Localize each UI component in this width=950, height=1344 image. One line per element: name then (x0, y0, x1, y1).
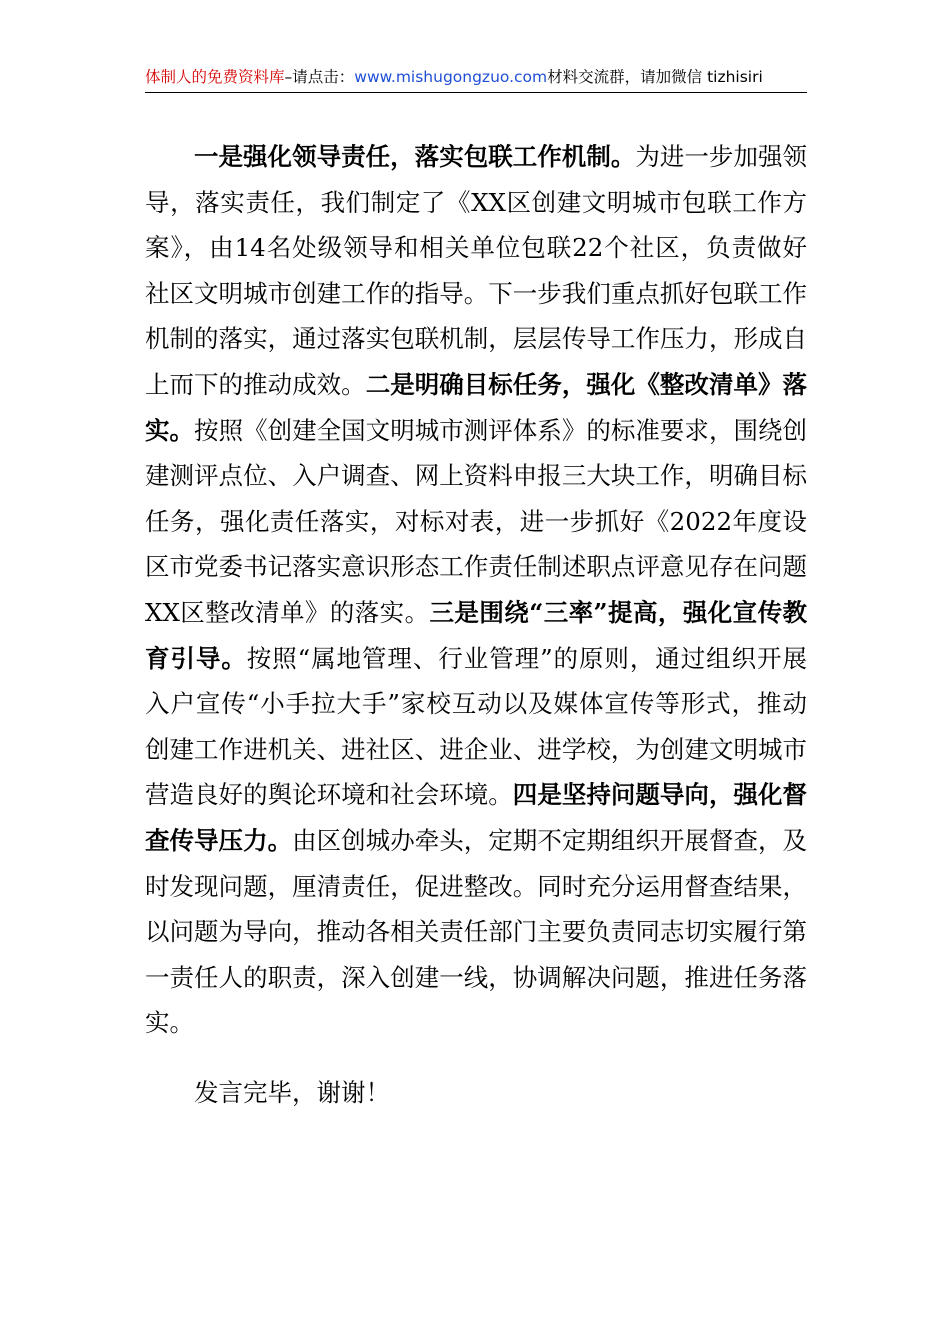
point-3-text: 按照“属地管理、行业管理”的原则，通过组织开展入户宣传“小手拉大手”家校互动以及媒体宣传等形式，推动创建工作进机关、进社区、进企业、进学校，为创建文明城市营造良好的舆论环境和社会环境。 (145, 643, 807, 810)
header-suffix: 材料交流群，请加微信 tizhisiri (547, 68, 763, 86)
header-prompt: –请点击： (284, 68, 355, 86)
point-4-text: 由区创城办牵头，定期不定期组织开展督查，及时发现问题，厘清责任，促进整改。同时充分运用督查结果，以问题为导向，推动各相关责任部门主要负责同志切实履行第一责任人的职责，深入创建一线，协调解决问题，推进任务落实。 (145, 825, 808, 1038)
point-1-text: 为进一步加强领导，落实责任，我们制定了《XX区创建文明城市包联工作方案》，由14名处级领导和相关单位包联22个社区，负责做好社区文明城市创建工作的指导。下一步我们重点抓好包联工作机制的落实，通过落实包联机制，层层传导工作压力，形成自上而下的推动成效。 (145, 142, 807, 399)
point-4-heading: 四是坚持问题导向，强化督查传导压力。 (145, 780, 808, 855)
point-2-heading: 二是明确目标任务，强化《整改清单》落实。 (145, 369, 808, 445)
header-divider (145, 92, 807, 93)
point-1-heading: 一是强化领导责任，落实包联工作机制。 (194, 142, 636, 171)
body-paragraph (145, 134, 807, 1046)
point-2-text: 按照《创建全国文明城市测评体系》的标准要求，围绕创建测评点位、入户调查、网上资料申报三大块工作，明确目标任务，强化责任落实，对标对表，进一步抓好《2022年度设区市党委书记落实意识形态工作责任制述职点评意见存在问题XX区整改清单》的落实。 (145, 415, 808, 627)
page-header (145, 66, 807, 88)
header-site-name: 体制人的免费资料库 (145, 68, 285, 86)
closing-line: 发言完毕，谢谢！ (194, 1078, 390, 1107)
point-3-heading: 三是围绕“三率”提高，强化宣传教育引导。 (145, 597, 807, 673)
header-link[interactable]: www.mishugongzuo.com (354, 68, 548, 86)
